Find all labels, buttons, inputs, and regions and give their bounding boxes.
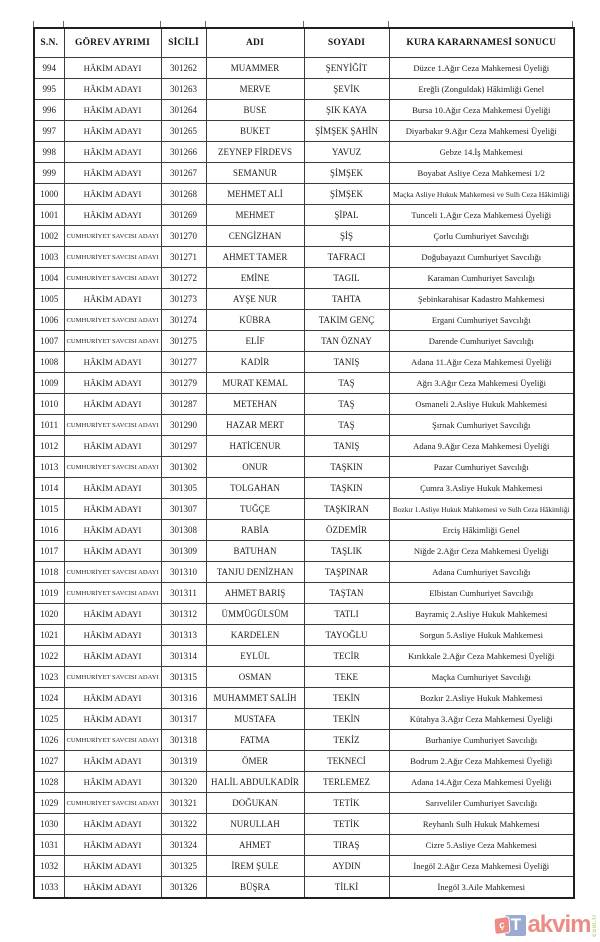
- cell-sicil: 301267: [161, 163, 206, 184]
- cell-sn: 1020: [34, 604, 64, 625]
- cell-adi: ELİF: [206, 331, 304, 352]
- cell-adi: AYŞE NUR: [206, 289, 304, 310]
- table-row: [34, 877, 574, 899]
- cell-sicil: 301270: [161, 226, 206, 247]
- cell-sn: 999: [34, 163, 64, 184]
- col-header-adi: ADI: [206, 28, 304, 58]
- cell-sicil: 301312: [161, 604, 206, 625]
- cell-sn: 1009: [34, 373, 64, 394]
- cell-sn: 1023: [34, 667, 64, 688]
- cell-adi: DOĞUKAN: [206, 793, 304, 814]
- cell-sicil: 301319: [161, 751, 206, 772]
- cell-sonuc: Kütahya 3.Ağır Ceza Mahkemesi Üyeliği: [389, 709, 574, 730]
- cell-sn: 1010: [34, 394, 64, 415]
- cell-soyadi: TAŞ: [304, 394, 389, 415]
- cell-sicil: 301290: [161, 415, 206, 436]
- cell-sicil: 301272: [161, 268, 206, 289]
- cell-sonuc: Düzce 1.Ağır Ceza Mahkemesi Üyeliği: [389, 58, 574, 79]
- cell-soyadi: TAHTA: [304, 289, 389, 310]
- cell-soyadi: TETİK: [304, 793, 389, 814]
- cell-sn: 1017: [34, 541, 64, 562]
- cell-soyadi: TAFRACI: [304, 247, 389, 268]
- cell-soyadi: TAŞKIRAN: [304, 499, 389, 520]
- table-row: [34, 79, 574, 100]
- cell-sn: 1004: [34, 268, 64, 289]
- cell-sn: 1014: [34, 478, 64, 499]
- cell-sonuc: Çumra 3.Asliye Hukuk Mahkemesi: [389, 478, 574, 499]
- cell-gorev: HÂKİM ADAYI: [64, 394, 161, 415]
- table-row: [34, 457, 574, 478]
- cell-adi: AHMET TAMER: [206, 247, 304, 268]
- cell-gorev: CUMHURİYET SAVCISI ADAYI: [64, 415, 161, 436]
- cell-gorev: HÂKİM ADAYI: [64, 709, 161, 730]
- cell-gorev: CUMHURİYET SAVCISI ADAYI: [64, 226, 161, 247]
- table-row: [34, 478, 574, 499]
- cell-sonuc: Maçka Cumhuriyet Savcılığı: [389, 667, 574, 688]
- cell-sicil: 301263: [161, 79, 206, 100]
- table-row: [34, 604, 574, 625]
- cell-adi: MUSTAFA: [206, 709, 304, 730]
- cell-gorev: HÂKİM ADAYI: [64, 814, 161, 835]
- cell-gorev: HÂKİM ADAYI: [64, 835, 161, 856]
- cell-gorev: HÂKİM ADAYI: [64, 688, 161, 709]
- cell-gorev: HÂKİM ADAYI: [64, 436, 161, 457]
- cell-gorev: CUMHURİYET SAVCISI ADAYI: [64, 268, 161, 289]
- table-row: [34, 499, 574, 520]
- cell-soyadi: ŞIK KAYA: [304, 100, 389, 121]
- table-row: [34, 772, 574, 793]
- cell-sonuc: Adana 9.Ağır Ceza Mahkemesi Üyeliği: [389, 436, 574, 457]
- takvim-wordmark: akvim: [527, 911, 591, 938]
- cell-sn: 1002: [34, 226, 64, 247]
- cell-soyadi: ŞİMŞEK: [304, 184, 389, 205]
- cell-sonuc: Sorgun 5.Asliye Hukuk Mahkemesi: [389, 625, 574, 646]
- cell-sn: 1027: [34, 751, 64, 772]
- cell-adi: OSMAN: [206, 667, 304, 688]
- cell-sonuc: İnegöl 3.Aile Mahkemesi: [389, 877, 574, 899]
- table-row: [34, 541, 574, 562]
- cell-sn: 1030: [34, 814, 64, 835]
- cell-adi: SEMANUR: [206, 163, 304, 184]
- cell-adi: HAZAR MERT: [206, 415, 304, 436]
- cell-gorev: HÂKİM ADAYI: [64, 205, 161, 226]
- table-row: [34, 646, 574, 667]
- cell-sonuc: Bodrum 2.Ağır Ceza Mahkemesi Üyeliği: [389, 751, 574, 772]
- col-header-soyadi: SOYADI: [304, 28, 389, 58]
- cell-adi: ONUR: [206, 457, 304, 478]
- cell-sn: 1016: [34, 520, 64, 541]
- kura-sonuc-table: [33, 27, 575, 899]
- takvim-t-block-icon: T: [505, 915, 526, 936]
- cell-sonuc: Cizre 5.Asliye Ceza Mahkemesi: [389, 835, 574, 856]
- cell-adi: TOLGAHAN: [206, 478, 304, 499]
- cell-soyadi: ŞENYİĞİT: [304, 58, 389, 79]
- table-row: [34, 121, 574, 142]
- table-row: [34, 835, 574, 856]
- cell-gorev: HÂKİM ADAYI: [64, 79, 161, 100]
- cell-sonuc: Niğde 2.Ağır Ceza Mahkemesi Üyeliği: [389, 541, 574, 562]
- table-row: [34, 58, 574, 79]
- cell-gorev: HÂKİM ADAYI: [64, 373, 161, 394]
- table-row: [34, 709, 574, 730]
- table-row: [34, 793, 574, 814]
- cell-soyadi: TANIŞ: [304, 352, 389, 373]
- cell-adi: MEHMET: [206, 205, 304, 226]
- cell-soyadi: TETİK: [304, 814, 389, 835]
- table-row: [34, 625, 574, 646]
- table-row: [34, 520, 574, 541]
- table-row: [34, 751, 574, 772]
- cell-gorev: HÂKİM ADAYI: [64, 541, 161, 562]
- table-row: [34, 373, 574, 394]
- cell-gorev: HÂKİM ADAYI: [64, 499, 161, 520]
- cell-sicil: 301271: [161, 247, 206, 268]
- cell-adi: İREM ŞULE: [206, 856, 304, 877]
- cell-sicil: 301265: [161, 121, 206, 142]
- cell-gorev: HÂKİM ADAYI: [64, 751, 161, 772]
- cell-gorev: HÂKİM ADAYI: [64, 184, 161, 205]
- cell-sn: 1013: [34, 457, 64, 478]
- cell-adi: KARDELEN: [206, 625, 304, 646]
- cell-sonuc: Diyarbakır 9.Ağır Ceza Mahkemesi Üyeliği: [389, 121, 574, 142]
- cell-sicil: 301325: [161, 856, 206, 877]
- cell-sn: 1012: [34, 436, 64, 457]
- takvim-badge-icon: ç: [495, 917, 510, 934]
- cell-sonuc: Reyhanlı Sulh Hukuk Mahkemesi: [389, 814, 574, 835]
- cell-gorev: HÂKİM ADAYI: [64, 625, 161, 646]
- cell-sonuc: Ergani Cumhuriyet Savcılığı: [389, 310, 574, 331]
- table-row: [34, 814, 574, 835]
- cell-adi: BUKET: [206, 121, 304, 142]
- cell-sicil: 301262: [161, 58, 206, 79]
- table-row: [34, 415, 574, 436]
- cell-soyadi: YAVUZ: [304, 142, 389, 163]
- cell-sicil: 301264: [161, 100, 206, 121]
- cell-soyadi: TAŞPINAR: [304, 562, 389, 583]
- cell-adi: MUAMMER: [206, 58, 304, 79]
- cell-adi: AHMET BARIŞ: [206, 583, 304, 604]
- cell-soyadi: TAŞ: [304, 373, 389, 394]
- cell-sicil: 301274: [161, 310, 206, 331]
- table-row: [34, 667, 574, 688]
- cell-adi: ZEYNEP FİRDEVS: [206, 142, 304, 163]
- cell-gorev: HÂKİM ADAYI: [64, 163, 161, 184]
- cell-adi: NURULLAH: [206, 814, 304, 835]
- cell-gorev: HÂKİM ADAYI: [64, 142, 161, 163]
- cell-soyadi: ŞİMŞEK: [304, 163, 389, 184]
- cell-gorev: CUMHURİYET SAVCISI ADAYI: [64, 457, 161, 478]
- cell-gorev: CUMHURİYET SAVCISI ADAYI: [64, 562, 161, 583]
- table-row: [34, 184, 574, 205]
- cell-sn: 1033: [34, 877, 64, 899]
- cell-sn: 1031: [34, 835, 64, 856]
- cell-adi: MERVE: [206, 79, 304, 100]
- cell-sonuc: Bayramiç 2.Asliye Hukuk Mahkemesi: [389, 604, 574, 625]
- cell-sonuc: Şebinkarahisar Kadastro Mahkemesi: [389, 289, 574, 310]
- cell-sicil: 301310: [161, 562, 206, 583]
- cell-soyadi: TEKİZ: [304, 730, 389, 751]
- cell-gorev: CUMHURİYET SAVCISI ADAYI: [64, 331, 161, 352]
- cell-gorev: HÂKİM ADAYI: [64, 478, 161, 499]
- cell-sonuc: Adana 14.Ağır Ceza Mahkemesi Üyeliği: [389, 772, 574, 793]
- cell-sicil: 301317: [161, 709, 206, 730]
- cell-sicil: 301279: [161, 373, 206, 394]
- cell-sonuc: Çorlu Cumhuriyet Savcılığı: [389, 226, 574, 247]
- table-row: [34, 730, 574, 751]
- cell-sn: 1024: [34, 688, 64, 709]
- takvim-domain-suffix: com.tr: [590, 913, 598, 937]
- cell-adi: TANJU DENİZHAN: [206, 562, 304, 583]
- cell-adi: KÜBRA: [206, 310, 304, 331]
- cell-sicil: 301315: [161, 667, 206, 688]
- table-row: [34, 100, 574, 121]
- cell-gorev: HÂKİM ADAYI: [64, 352, 161, 373]
- cell-sn: 1022: [34, 646, 64, 667]
- cell-sn: 994: [34, 58, 64, 79]
- cell-sonuc: Boyabat Asliye Ceza Mahkemesi 1/2: [389, 163, 574, 184]
- cell-soyadi: TAŞKIN: [304, 478, 389, 499]
- cell-sn: 1025: [34, 709, 64, 730]
- cell-gorev: CUMHURİYET SAVCISI ADAYI: [64, 583, 161, 604]
- cell-adi: BÜŞRA: [206, 877, 304, 899]
- cell-sonuc: Bozkır 2.Asliye Hukuk Mahkemesi: [389, 688, 574, 709]
- cell-sn: 1001: [34, 205, 64, 226]
- cell-sonuc: İnegöl 2.Ağır Ceza Mahkemesi Üyeliği: [389, 856, 574, 877]
- takvim-watermark: [495, 913, 598, 937]
- cell-sicil: 301266: [161, 142, 206, 163]
- table-row: [34, 331, 574, 352]
- cell-sicil: 301305: [161, 478, 206, 499]
- table-row: [34, 205, 574, 226]
- table-row: [34, 352, 574, 373]
- cell-sicil: 301309: [161, 541, 206, 562]
- cell-adi: EYLÜL: [206, 646, 304, 667]
- cell-sicil: 301302: [161, 457, 206, 478]
- cell-sicil: 301268: [161, 184, 206, 205]
- cell-sonuc: Pazar Cumhuriyet Savcılığı: [389, 457, 574, 478]
- cell-sicil: 301269: [161, 205, 206, 226]
- cell-sn: 1019: [34, 583, 64, 604]
- cell-gorev: HÂKİM ADAYI: [64, 772, 161, 793]
- cell-sn: 998: [34, 142, 64, 163]
- cell-sicil: 301322: [161, 814, 206, 835]
- cell-sn: 1032: [34, 856, 64, 877]
- table-row: [34, 688, 574, 709]
- cell-adi: MURAT KEMAL: [206, 373, 304, 394]
- col-header-sn: S.N.: [34, 28, 64, 58]
- cell-sicil: 301314: [161, 646, 206, 667]
- cell-sicil: 301326: [161, 877, 206, 899]
- cell-adi: FATMA: [206, 730, 304, 751]
- cell-sicil: 301297: [161, 436, 206, 457]
- cell-gorev: CUMHURİYET SAVCISI ADAYI: [64, 310, 161, 331]
- cell-sonuc: Osmaneli 2.Asliye Hukuk Mahkemesi: [389, 394, 574, 415]
- cell-sonuc: Bozkır 1.Asliye Hukuk Mahkemesi ve Sulh Ceza Hâkimliği: [389, 499, 574, 520]
- cell-adi: BUSE: [206, 100, 304, 121]
- cell-sn: 1026: [34, 730, 64, 751]
- cell-sonuc: Tunceli 1.Ağır Ceza Mahkemesi Üyeliği: [389, 205, 574, 226]
- cell-soyadi: TEKE: [304, 667, 389, 688]
- cell-sn: 1008: [34, 352, 64, 373]
- table-row: [34, 562, 574, 583]
- cell-sonuc: Darende Cumhuriyet Savcılığı: [389, 331, 574, 352]
- cell-sonuc: Maçka Asliye Hukuk Mahkemesi ve Sulh Ceza Hâkimliği: [389, 184, 574, 205]
- cell-sonuc: Şırnak Cumhuriyet Savcılığı: [389, 415, 574, 436]
- cell-sonuc: Doğubayazıt Cumhuriyet Savcılığı: [389, 247, 574, 268]
- cell-sicil: 301308: [161, 520, 206, 541]
- table-body: [34, 58, 574, 899]
- cell-soyadi: TAŞTAN: [304, 583, 389, 604]
- cell-gorev: HÂKİM ADAYI: [64, 58, 161, 79]
- cell-sicil: 301307: [161, 499, 206, 520]
- cell-sicil: 301311: [161, 583, 206, 604]
- cell-sicil: 301324: [161, 835, 206, 856]
- cell-sicil: 301275: [161, 331, 206, 352]
- cell-sicil: 301321: [161, 793, 206, 814]
- cell-adi: ÜMMÜGÜLSÜM: [206, 604, 304, 625]
- cell-sonuc: Karaman Cumhuriyet Savcılığı: [389, 268, 574, 289]
- cell-sicil: 301316: [161, 688, 206, 709]
- cell-sn: 1000: [34, 184, 64, 205]
- cell-gorev: HÂKİM ADAYI: [64, 877, 161, 899]
- cell-sonuc: Kırıkkale 2.Ağır Ceza Mahkemesi Üyeliği: [389, 646, 574, 667]
- table-row: [34, 436, 574, 457]
- cell-sonuc: Erciş Hâkimliği Genel: [389, 520, 574, 541]
- cell-sonuc: Gebze 14.İş Mahkemesi: [389, 142, 574, 163]
- cell-soyadi: TIRAŞ: [304, 835, 389, 856]
- cell-sn: 1006: [34, 310, 64, 331]
- cell-sn: 1015: [34, 499, 64, 520]
- cell-soyadi: ŞEVİK: [304, 79, 389, 100]
- cell-soyadi: TAŞ: [304, 415, 389, 436]
- cell-adi: AHMET: [206, 835, 304, 856]
- cell-sicil: 301287: [161, 394, 206, 415]
- cell-sonuc: Ereğli (Zonguldak) Hâkimliği Genel: [389, 79, 574, 100]
- cell-adi: CENGİZHAN: [206, 226, 304, 247]
- cell-soyadi: ŞİPAL: [304, 205, 389, 226]
- cell-sonuc: Adana 11.Ağır Ceza Mahkemesi Üyeliği: [389, 352, 574, 373]
- cell-sicil: 301277: [161, 352, 206, 373]
- cell-sonuc: Burhaniye Cumhuriyet Savcılığı: [389, 730, 574, 751]
- cell-soyadi: ŞİŞ: [304, 226, 389, 247]
- cell-gorev: CUMHURİYET SAVCISI ADAYI: [64, 793, 161, 814]
- cell-gorev: HÂKİM ADAYI: [64, 646, 161, 667]
- cell-sonuc: Ağrı 3.Ağır Ceza Mahkemesi Üyeliği: [389, 373, 574, 394]
- cell-soyadi: TAYOĞLU: [304, 625, 389, 646]
- cell-sn: 1018: [34, 562, 64, 583]
- cell-gorev: HÂKİM ADAYI: [64, 289, 161, 310]
- cell-sn: 1007: [34, 331, 64, 352]
- cell-soyadi: TAKIM GENÇ: [304, 310, 389, 331]
- table-row: [34, 394, 574, 415]
- table-row: [34, 226, 574, 247]
- cell-adi: METEHAN: [206, 394, 304, 415]
- table-row: [34, 583, 574, 604]
- header-row: [34, 28, 574, 58]
- cell-soyadi: TEKNECİ: [304, 751, 389, 772]
- cell-sn: 1021: [34, 625, 64, 646]
- cell-gorev: HÂKİM ADAYI: [64, 520, 161, 541]
- cell-adi: MEHMET ALİ: [206, 184, 304, 205]
- cell-soyadi: TAN ÖZNAY: [304, 331, 389, 352]
- cell-adi: ÖMER: [206, 751, 304, 772]
- cell-gorev: HÂKİM ADAYI: [64, 100, 161, 121]
- cell-adi: KADİR: [206, 352, 304, 373]
- cell-soyadi: TAGIL: [304, 268, 389, 289]
- cell-sicil: 301273: [161, 289, 206, 310]
- cell-soyadi: TİLKİ: [304, 877, 389, 899]
- cell-gorev: CUMHURİYET SAVCISI ADAYI: [64, 730, 161, 751]
- cell-adi: MUHAMMET SALİH: [206, 688, 304, 709]
- cell-adi: HALİL ABDULKADİR: [206, 772, 304, 793]
- cell-adi: HATİCENUR: [206, 436, 304, 457]
- cell-sonuc: Elbistan Cumhuriyet Savcılığı: [389, 583, 574, 604]
- cell-sonuc: Bursa 10.Ağır Ceza Mahkemesi Üyeliği: [389, 100, 574, 121]
- cell-adi: TUĞÇE: [206, 499, 304, 520]
- cell-sonuc: Sarıveliler Cumhuriyet Savcılığı: [389, 793, 574, 814]
- cell-sn: 997: [34, 121, 64, 142]
- cell-soyadi: TEKİN: [304, 688, 389, 709]
- cell-gorev: HÂKİM ADAYI: [64, 121, 161, 142]
- table-row: [34, 163, 574, 184]
- cell-adi: BATUHAN: [206, 541, 304, 562]
- cell-sn: 996: [34, 100, 64, 121]
- cell-sicil: 301318: [161, 730, 206, 751]
- table-row: [34, 247, 574, 268]
- table-row: [34, 856, 574, 877]
- cell-soyadi: TEKİN: [304, 709, 389, 730]
- cell-sonuc: Adana Cumhuriyet Savcılığı: [389, 562, 574, 583]
- cell-soyadi: TECİR: [304, 646, 389, 667]
- cell-adi: EMİNE: [206, 268, 304, 289]
- cell-soyadi: ŞİMŞEK ŞAHİN: [304, 121, 389, 142]
- table-row: [34, 142, 574, 163]
- cell-soyadi: TANIŞ: [304, 436, 389, 457]
- col-header-gorev: GÖREV AYRIMI: [64, 28, 161, 58]
- cell-sn: 1011: [34, 415, 64, 436]
- cell-soyadi: TAŞKIN: [304, 457, 389, 478]
- cell-sn: 995: [34, 79, 64, 100]
- cell-adi: RABİA: [206, 520, 304, 541]
- cell-soyadi: ÖZDEMİR: [304, 520, 389, 541]
- table-row: [34, 289, 574, 310]
- cell-gorev: CUMHURİYET SAVCISI ADAYI: [64, 247, 161, 268]
- table-row: [34, 268, 574, 289]
- cell-sicil: 301320: [161, 772, 206, 793]
- cell-sn: 1029: [34, 793, 64, 814]
- col-header-sicil: SİCİLİ: [161, 28, 206, 58]
- cell-sn: 1005: [34, 289, 64, 310]
- table-row: [34, 310, 574, 331]
- cell-soyadi: TAŞLIK: [304, 541, 389, 562]
- cell-sn: 1003: [34, 247, 64, 268]
- cell-soyadi: TATLI: [304, 604, 389, 625]
- cell-sicil: 301313: [161, 625, 206, 646]
- cell-gorev: HÂKİM ADAYI: [64, 856, 161, 877]
- col-header-sonuc: KURA KARARNAMESİ SONUCU: [389, 28, 574, 58]
- cell-soyadi: TERLEMEZ: [304, 772, 389, 793]
- cell-gorev: HÂKİM ADAYI: [64, 604, 161, 625]
- cell-sn: 1028: [34, 772, 64, 793]
- cell-soyadi: AYDIN: [304, 856, 389, 877]
- cell-gorev: CUMHURİYET SAVCISI ADAYI: [64, 667, 161, 688]
